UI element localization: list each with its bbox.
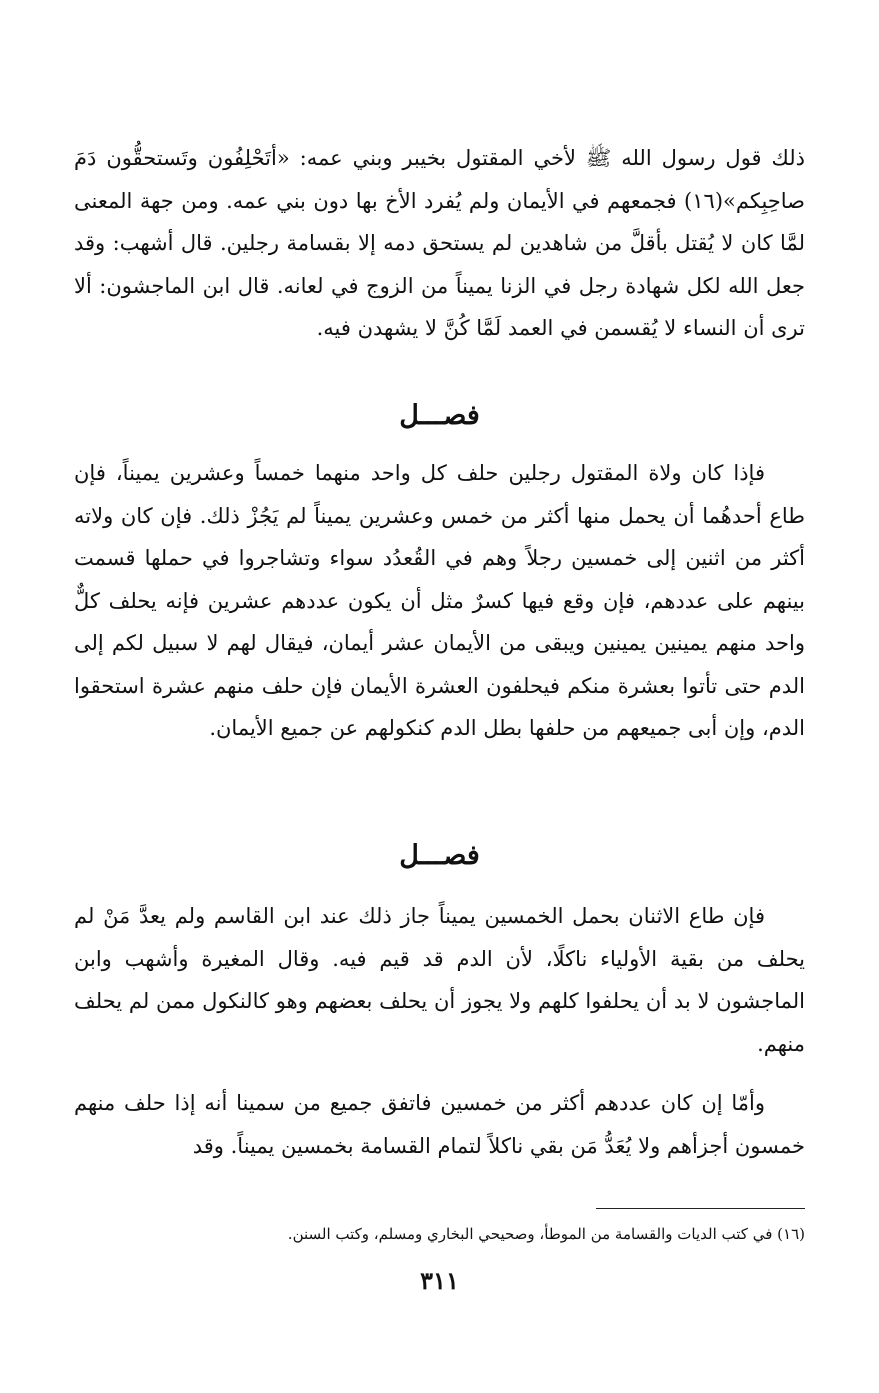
page-number: ٣١١ [420, 1266, 459, 1295]
paragraph-2: فإذا كان ولاة المقتول رجلين حلف كل واحد منهما خمساً وعشرين يميناً، فإن طاع أحدهُما أن يحمل منها أكثر من خمس وعشرين يميناً لم يَجُزْ ذلك. فإن كان ولاته أكثر من اثنين إلى خمسين رجلاً وهم في القُعدُد سواء وتشاجروا في حملها قسمت بينهم على عددهم، فإن وقع فيها كسرٌ مثل أن يكون عددهم عشرين فإنه يحلف كلٌّ واحد منهم يمينين يمينين ويبقى من الأيمان عشر أيمان، فيقال لهم لا سبيل لكم إلى الدم حتى تأتوا بعشرة منكم فيحلفون العشرة الأيمان فإن حلف منهم عشرة استحقوا الدم، وإن أبى جميعهم من حلفها بطل الدم كنكولهم عن جميع الأيمان. [74, 461, 805, 740]
section-heading-1: فصـــل [399, 400, 480, 431]
paragraph-1: ذلك قول رسول الله ﷺ لأخي المقتول بخيبر وبني عمه: «أتَحْلِفُون وتَستحقُّون دَمَ صاحِبِكم»(١٦) فجمعهم في الأيمان ولم يُفرد الأخ بها دون بني عمه. ومن جهة المعنى لمَّا كان لا يُقتل بأقلَّ من شاهدين لم يستحق دمه إلا بقسامة رجلين. قال أشهب: وقد جعل الله لكل شهادة رجل في الزنا يميناً من الزوج في لعانه. قال ابن الماجشون: ألا ترى أن النساء لا يُقسمن في العمد لَمَّا كُنَّ لا يشهدن فيه. [74, 146, 805, 340]
section-heading-2: فصـــل [399, 840, 480, 871]
paragraph-4: وأمّا إن كان عددهم أكثر من خمسين فاتفق جميع من سمينا أنه إذا حلف منهم خمسون أجزأهم ولا يُعَدُّ مَن بقي ناكلاً لتمام القسامة بخمسين يميناً. وقد [74, 1091, 805, 1158]
footnote-divider [596, 1208, 805, 1209]
footnote: (١٦) في كتب الديات والقسامة من الموطأ، وصحيحي البخاري ومسلم، وكتب السنن. [287, 1225, 805, 1243]
paragraph-3: فإن طاع الاثنان بحمل الخمسين يميناً جاز ذلك عند ابن القاسم ولم يعدَّ مَنْ لم يحلف من بقية الأولياء ناكلًا، لأن الدم قد قيم فيه. وقال المغيرة وأشهب وابن الماجشون لا بد أن يحلفوا كلهم ولا يجوز أن يحلف بعضهم وهو كالنكول ممن لم يحلف منهم. [74, 904, 805, 1056]
